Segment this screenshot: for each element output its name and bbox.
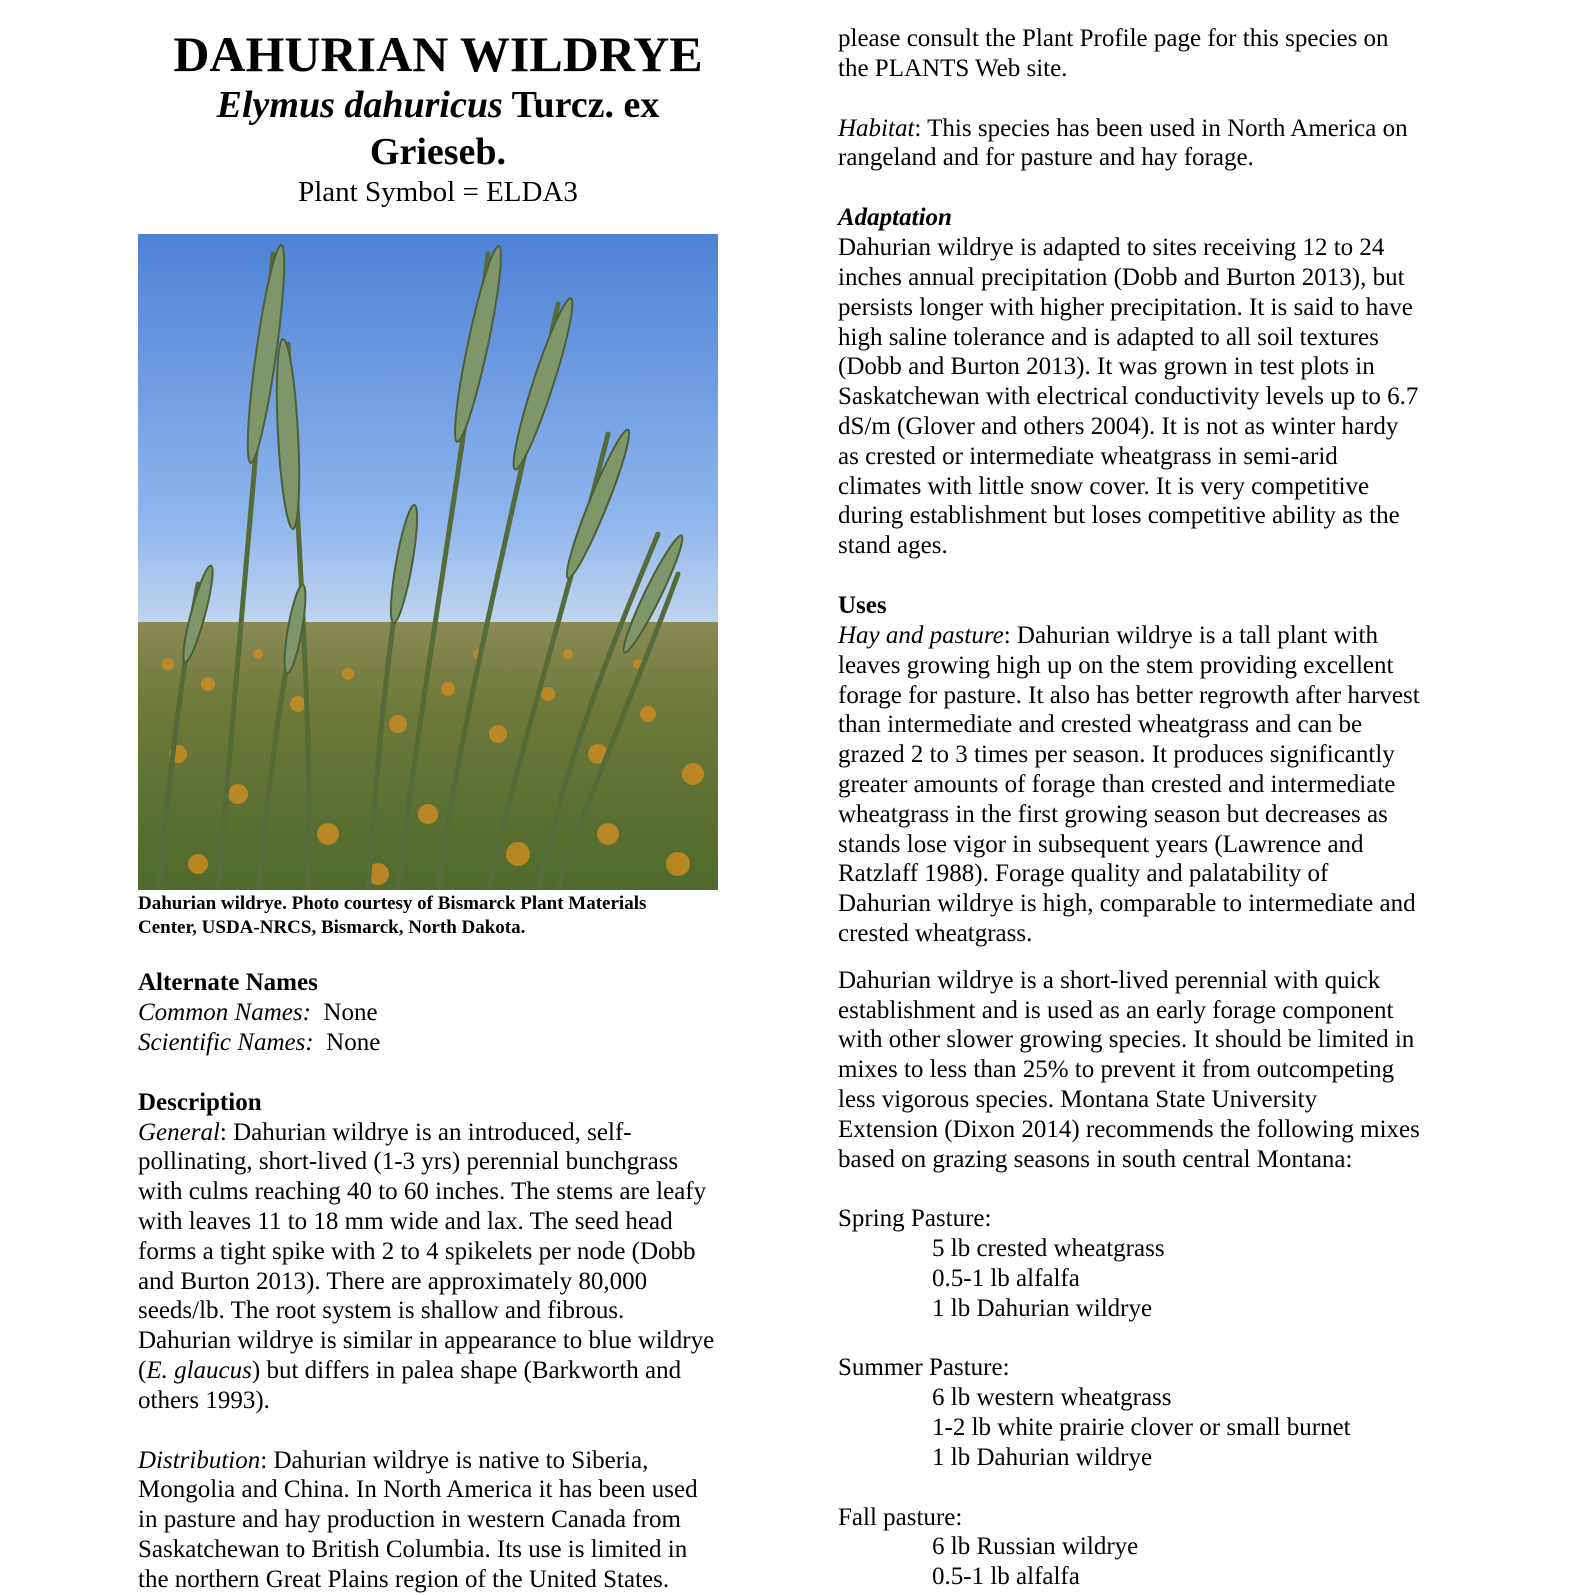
adaptation-heading: Adaptation [838,204,952,232]
scientific-name [138,82,738,176]
list-item: 0.5-1 lb alfalfa [932,1264,1080,1292]
list-item: 0.5-1 lb alfalfa [932,1563,1080,1591]
adaptation-paragraph: Dahurian wildrye is adapted to sites receiving 12 to 24 inches annual precipitation (Dobb and Burton 2013), but persists longer with higher precipitation. It is said to have high saline tolerance and is adapted to all soil textures (Dobb and Burton 2013). It was grown in test plots in Saskatchewan with electrical conductivity levels up to 6.7 dS/m (Glover and others 2004). It is not as winter hardy as crested or intermediate wheatgrass in semi-arid climates with little snow cover. It is very competitive during establishment but loses competitive ability as the stand ages. [838,234,1419,560]
description-distribution: Distribution: Dahurian wildrye is native to Siberia, Mongolia and China. In North America it has been used in pasture and hay production in western Canada from Saskatchewan to British Columbia. Its use is limited in the northern Great Plains region of the United States. [138,1446,698,1593]
author-line-1: Turcz. ex [502,84,660,126]
fall-pasture-heading: Fall pasture: [838,1503,963,1531]
plant-symbol: Plant Symbol = ELDA3 [298,176,578,208]
author-line-2: Grieseb. [369,131,507,173]
summer-pasture-heading: Summer Pasture: [838,1354,1010,1382]
list-item: 1 lb Dahurian wildrye [932,1443,1153,1471]
left-column [138,0,738,1595]
scientific-name-italic: Elymus dahuricus [216,84,503,126]
habitat-paragraph: Habitat: This species has been used in North America on rangeland and for pasture and hay forage. [838,114,1408,172]
grass-field-illustration [138,234,718,890]
scientific-names: Scientific Names: None [138,1028,381,1056]
uses-paragraph-2: Dahurian wildrye is a short-lived perennial with quick establishment and is used as an early forage component with other slower growing species. It should be limited in mixes to less than 25% to prevent it from outcompeting less vigorous species. Montana State University Extension (Dixon 2014) recommends the following mixes based on grazing seasons in south central Montana: [838,966,1420,1173]
alternate-names-heading: Alternate Names [138,969,318,996]
spring-pasture-heading: Spring Pasture: [838,1205,992,1233]
list-item: 1 lb Dahurian wildrye [932,1294,1153,1322]
fall-pasture-list [838,1532,1448,1592]
uses-heading: Uses [838,591,887,619]
list-item: 1-2 lb white prairie clover or small burnet [932,1414,1351,1442]
spring-pasture-list [838,1234,1448,1323]
plants-profile-text: please consult the Plant Profile page for this species on the PLANTS Web site. [838,25,1389,82]
page-title: DAHURIAN WILDRYE [173,26,703,82]
description-heading: Description [138,1088,262,1116]
summer-pasture-list [838,1383,1448,1472]
list-item: 5 lb crested wheatgrass [932,1235,1165,1263]
photo-caption: Dahurian wildrye. Photo courtesy of Bismarck Plant Materials Center, USDA-NRCS, Bismarck, North Dakota. [138,893,647,938]
description-general: General: Dahurian wildrye is an introduced, self- pollinating, short-lived (1-3 yrs) perennial bunchgrass with culms reaching 40 to 60 inches. The stems are leafy with leaves 11 to 18 mm wide and lax. The seed head forms a tight spike with 2 to 4 spikelets per node (Dobb and Burton 2013). There are approximately 80,000 seeds/lb. The root system is shallow and fibrous. Dahurian wildrye is similar in appearance to blue wildrye (E. glaucus) but differs in palea shape (Barkworth and others 1993). [138,1118,715,1414]
list-item: 6 lb Russian wildrye [932,1533,1139,1561]
wildrye-photo [138,234,718,890]
uses-hay-pasture: Hay and pasture: Dahurian wildrye is a tall plant with leaves growing high up on the stem providing excellent forage for pasture. It also has better regrowth after harvest than intermediate and crested wheatgrass and can be grazed 2 to 3 times per season. It produces significantly greater amounts of forage than crested and intermediate wheatgrass in the first growing season but decreases as stands lose vigor in subsequent years (Lawrence and Ratzlaff 1988). Forage quality and palatability of Dahurian wildrye is high, comparable to intermediate and crested wheatgrass. [838,621,1420,947]
list-item: 6 lb western wheatgrass [932,1384,1172,1412]
common-names: Common Names: None [138,999,378,1026]
right-column [838,24,1448,1592]
